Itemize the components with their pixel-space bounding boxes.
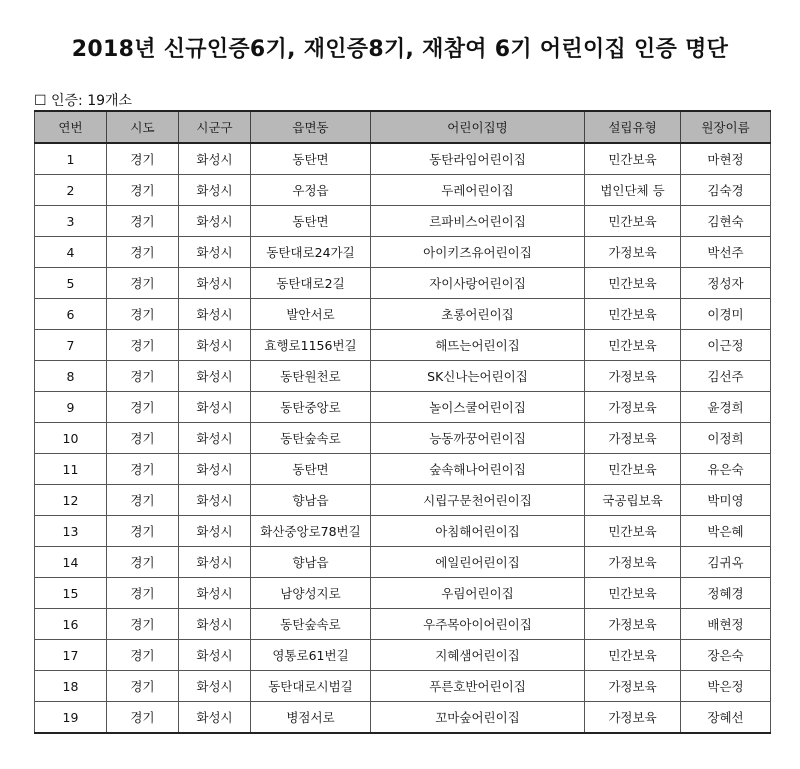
cell-province: 경기	[107, 671, 179, 702]
cell-district: 화산중앙로78번길	[251, 516, 371, 547]
cell-province: 경기	[107, 640, 179, 671]
table-row	[35, 268, 771, 299]
table-row	[35, 237, 771, 268]
cell-daycare-name: 지혜샘어린이집	[371, 640, 585, 671]
cell-district: 동탄대로시범길	[251, 671, 371, 702]
cell-city: 화성시	[179, 268, 251, 299]
cell-director-name: 마현정	[681, 143, 771, 175]
header-city: 시군구	[179, 111, 251, 143]
cell-daycare-name: SK신나는어린이집	[371, 361, 585, 392]
cell-province: 경기	[107, 516, 179, 547]
cell-city: 화성시	[179, 361, 251, 392]
table-row	[35, 516, 771, 547]
cell-establishment-type: 가정보육	[585, 702, 681, 734]
cell-district: 동탄대로2길	[251, 268, 371, 299]
cell-serial: 15	[35, 578, 107, 609]
cell-daycare-name: 우주목아이어린이집	[371, 609, 585, 640]
cell-district: 동탄대로24가길	[251, 237, 371, 268]
cell-district: 남양성지로	[251, 578, 371, 609]
cell-daycare-name: 푸른호반어린이집	[371, 671, 585, 702]
cell-city: 화성시	[179, 516, 251, 547]
cell-daycare-name: 초롱어린이집	[371, 299, 585, 330]
table-header-row	[35, 111, 771, 143]
cell-district: 동탄면	[251, 143, 371, 175]
cell-establishment-type: 법인단체 등	[585, 175, 681, 206]
cell-city: 화성시	[179, 330, 251, 361]
table-row	[35, 609, 771, 640]
cell-province: 경기	[107, 609, 179, 640]
cell-director-name: 박은혜	[681, 516, 771, 547]
cell-establishment-type: 민간보육	[585, 268, 681, 299]
table-row	[35, 143, 771, 175]
cell-province: 경기	[107, 702, 179, 734]
cell-province: 경기	[107, 175, 179, 206]
cell-serial: 13	[35, 516, 107, 547]
certification-table	[34, 110, 771, 734]
cell-province: 경기	[107, 547, 179, 578]
cell-district: 동탄숲속로	[251, 423, 371, 454]
cell-director-name: 김숙경	[681, 175, 771, 206]
cell-daycare-name: 자이사랑어린이집	[371, 268, 585, 299]
cell-province: 경기	[107, 237, 179, 268]
cell-director-name: 배현정	[681, 609, 771, 640]
cell-director-name: 윤경희	[681, 392, 771, 423]
cell-director-name: 이경미	[681, 299, 771, 330]
cell-daycare-name: 아침해어린이집	[371, 516, 585, 547]
cell-city: 화성시	[179, 640, 251, 671]
cell-establishment-type: 가정보육	[585, 392, 681, 423]
cell-director-name: 유은숙	[681, 454, 771, 485]
cell-city: 화성시	[179, 547, 251, 578]
cell-daycare-name: 르파비스어린이집	[371, 206, 585, 237]
cell-province: 경기	[107, 392, 179, 423]
header-director-name: 원장이름	[681, 111, 771, 143]
cell-daycare-name: 능동까꿍어린이집	[371, 423, 585, 454]
cell-serial: 12	[35, 485, 107, 516]
cell-director-name: 정성자	[681, 268, 771, 299]
table-row	[35, 454, 771, 485]
cell-daycare-name: 시립구문천어린이집	[371, 485, 585, 516]
cell-city: 화성시	[179, 299, 251, 330]
cell-district: 영통로61번길	[251, 640, 371, 671]
cell-city: 화성시	[179, 485, 251, 516]
cell-establishment-type: 가정보육	[585, 237, 681, 268]
cell-director-name: 김선주	[681, 361, 771, 392]
cell-serial: 6	[35, 299, 107, 330]
header-daycare-name: 어린이집명	[371, 111, 585, 143]
table-row	[35, 392, 771, 423]
cell-district: 효행로1156번길	[251, 330, 371, 361]
cell-province: 경기	[107, 268, 179, 299]
cell-daycare-name: 꼬마숲어린이집	[371, 702, 585, 734]
cell-city: 화성시	[179, 702, 251, 734]
cell-city: 화성시	[179, 609, 251, 640]
header-district: 읍면동	[251, 111, 371, 143]
cell-district: 향남읍	[251, 547, 371, 578]
table-row	[35, 330, 771, 361]
cell-daycare-name: 우림어린이집	[371, 578, 585, 609]
cell-province: 경기	[107, 330, 179, 361]
cell-establishment-type: 민간보육	[585, 299, 681, 330]
cell-serial: 4	[35, 237, 107, 268]
cell-daycare-name: 숲속해나어린이집	[371, 454, 585, 485]
cell-director-name: 박은정	[681, 671, 771, 702]
table-row	[35, 671, 771, 702]
cell-serial: 17	[35, 640, 107, 671]
cell-establishment-type: 가정보육	[585, 609, 681, 640]
page-title: 2018년 신규인증6기, 재인증8기, 재참여 6기 어린이집 인증 명단	[71, 37, 729, 62]
cell-province: 경기	[107, 485, 179, 516]
cell-director-name: 김귀옥	[681, 547, 771, 578]
cell-city: 화성시	[179, 671, 251, 702]
cell-daycare-name: 아이키즈유어린이집	[371, 237, 585, 268]
cell-director-name: 이근정	[681, 330, 771, 361]
cell-director-name: 장혜선	[681, 702, 771, 734]
cell-establishment-type: 국공립보육	[585, 485, 681, 516]
header-establishment-type: 설립유형	[585, 111, 681, 143]
cell-establishment-type: 가정보육	[585, 361, 681, 392]
cell-serial: 19	[35, 702, 107, 734]
cell-province: 경기	[107, 206, 179, 237]
cell-province: 경기	[107, 361, 179, 392]
header-province: 시도	[107, 111, 179, 143]
cell-city: 화성시	[179, 578, 251, 609]
cell-serial: 11	[35, 454, 107, 485]
cell-daycare-name: 동탄라임어린이집	[371, 143, 585, 175]
cell-serial: 14	[35, 547, 107, 578]
cell-district: 향남읍	[251, 485, 371, 516]
table-row	[35, 578, 771, 609]
cell-serial: 18	[35, 671, 107, 702]
cell-city: 화성시	[179, 175, 251, 206]
table-body	[35, 143, 771, 733]
cell-establishment-type: 민간보육	[585, 143, 681, 175]
cell-establishment-type: 가정보육	[585, 547, 681, 578]
cell-city: 화성시	[179, 206, 251, 237]
cell-city: 화성시	[179, 454, 251, 485]
cell-establishment-type: 가정보육	[585, 423, 681, 454]
cell-city: 화성시	[179, 237, 251, 268]
cell-daycare-name: 에일린어린이집	[371, 547, 585, 578]
cell-district: 병점서로	[251, 702, 371, 734]
cell-establishment-type: 민간보육	[585, 206, 681, 237]
header-serial: 연번	[35, 111, 107, 143]
cell-director-name: 장은숙	[681, 640, 771, 671]
cell-serial: 9	[35, 392, 107, 423]
cell-serial: 1	[35, 143, 107, 175]
table-row	[35, 361, 771, 392]
table-row	[35, 547, 771, 578]
cell-province: 경기	[107, 454, 179, 485]
cell-district: 동탄면	[251, 454, 371, 485]
table-row	[35, 206, 771, 237]
cell-district: 우정읍	[251, 175, 371, 206]
cell-serial: 7	[35, 330, 107, 361]
table-row	[35, 175, 771, 206]
cell-serial: 10	[35, 423, 107, 454]
cell-district: 발안서로	[251, 299, 371, 330]
cell-serial: 3	[35, 206, 107, 237]
cell-province: 경기	[107, 578, 179, 609]
table-row	[35, 299, 771, 330]
cell-province: 경기	[107, 143, 179, 175]
cell-district: 동탄숲속로	[251, 609, 371, 640]
cell-district: 동탄원천로	[251, 361, 371, 392]
cell-director-name: 박미영	[681, 485, 771, 516]
cell-serial: 5	[35, 268, 107, 299]
table-row	[35, 485, 771, 516]
cell-director-name: 김현숙	[681, 206, 771, 237]
cell-daycare-name: 해뜨는어린이집	[371, 330, 585, 361]
cell-serial: 16	[35, 609, 107, 640]
cell-city: 화성시	[179, 392, 251, 423]
table-row	[35, 640, 771, 671]
cell-district: 동탄중앙로	[251, 392, 371, 423]
cell-serial: 2	[35, 175, 107, 206]
cell-province: 경기	[107, 423, 179, 454]
cell-director-name: 이정희	[681, 423, 771, 454]
cell-daycare-name: 놀이스쿨어린이집	[371, 392, 585, 423]
cell-director-name: 정혜경	[681, 578, 771, 609]
cell-district: 동탄면	[251, 206, 371, 237]
cell-establishment-type: 민간보육	[585, 454, 681, 485]
cell-establishment-type: 민간보육	[585, 578, 681, 609]
cell-city: 화성시	[179, 423, 251, 454]
cell-establishment-type: 민간보육	[585, 516, 681, 547]
cell-director-name: 박선주	[681, 237, 771, 268]
cell-province: 경기	[107, 299, 179, 330]
cell-establishment-type: 가정보육	[585, 671, 681, 702]
cell-serial: 8	[35, 361, 107, 392]
cell-daycare-name: 두레어린이집	[371, 175, 585, 206]
cell-establishment-type: 민간보육	[585, 330, 681, 361]
table-row	[35, 423, 771, 454]
cell-establishment-type: 민간보육	[585, 640, 681, 671]
certified-count-label: ☐ 인증: 19개소	[34, 93, 133, 109]
cell-city: 화성시	[179, 143, 251, 175]
table-row	[35, 702, 771, 734]
